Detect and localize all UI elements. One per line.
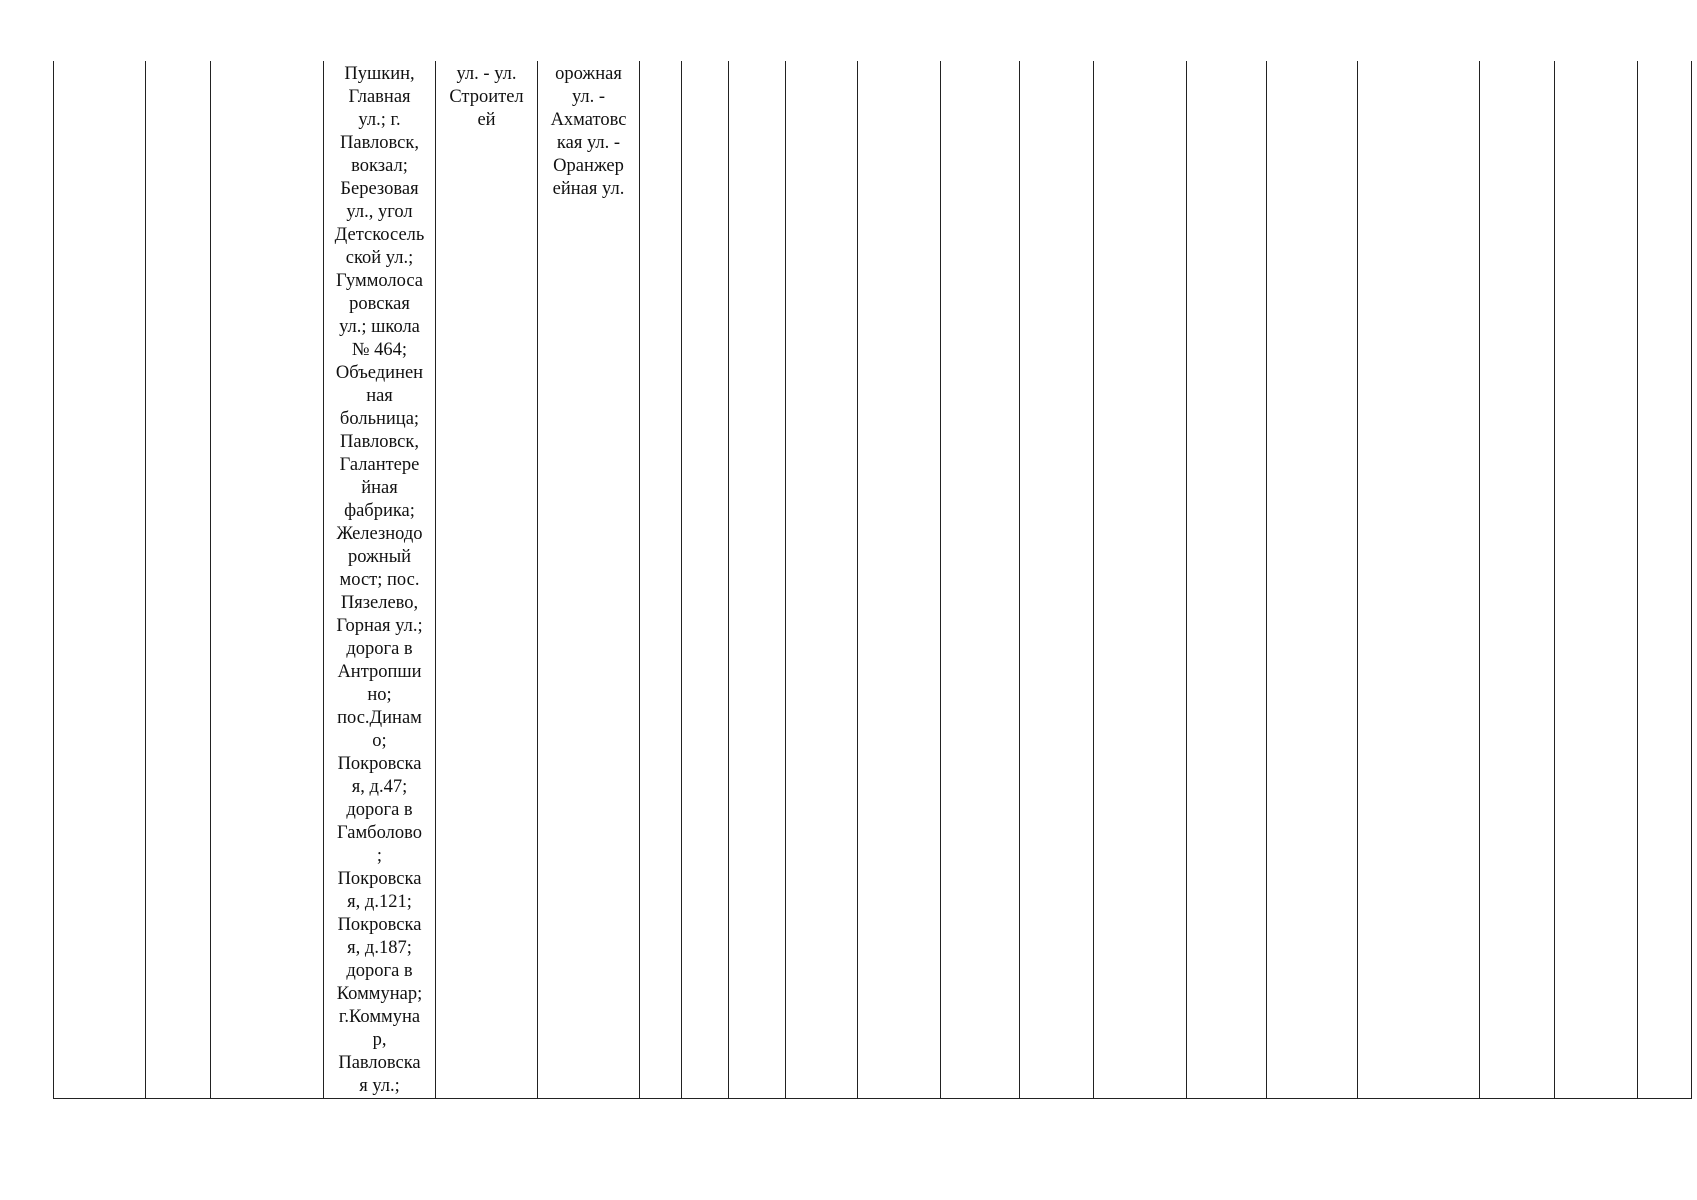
route-stops-text: Пушкин, Главная ул.; г. Павловск, вокзал; Березовая ул., угол Детскосель ской ул.; Гуммолоса ровская ул.; школа № 464; Объединен ная больница; Павловск, Галантере йная фабрика; Железнодо рожный мост; пос. Пязелево, Горная ул.; дорога в Антропши но; пос.Динам о; Покровска я, д.47; дорога в Гамболово ; Покровска я, д.121; Покровска я, д.187; дорога в Коммунар; г.Коммуна р, Павловска я ул.; xyxy=(334,64,425,1096)
table-cell-19 xyxy=(1555,61,1638,1099)
table-cell-15 xyxy=(1187,61,1267,1099)
table-cell-street-b xyxy=(538,61,640,1099)
table-cell-10 xyxy=(786,61,858,1099)
table-cell-7 xyxy=(640,61,682,1099)
table-cell-3 xyxy=(211,61,324,1099)
table-cell-1 xyxy=(54,61,146,1099)
street-b-text: орожная ул. - Ахматовс кая ул. - Оранжер ейная ул. xyxy=(550,64,627,199)
table-cell-13 xyxy=(1020,61,1094,1099)
table-cell-2 xyxy=(146,61,211,1099)
table-cell-9 xyxy=(729,61,786,1099)
table-cell-17 xyxy=(1358,61,1480,1099)
table-cell-12 xyxy=(941,61,1020,1099)
table-row xyxy=(54,61,1692,1099)
table-cell-20 xyxy=(1638,61,1692,1099)
street-a-text: ул. - ул. Строител ей xyxy=(449,64,524,130)
route-table xyxy=(53,61,1692,1099)
table-cell-16 xyxy=(1267,61,1358,1099)
table-cell-18 xyxy=(1480,61,1555,1099)
table-cell-11 xyxy=(858,61,941,1099)
table-cell-street-a xyxy=(436,61,538,1099)
table-cell-route-stops xyxy=(324,61,436,1099)
table-cell-14 xyxy=(1094,61,1187,1099)
route-table-fragment xyxy=(53,61,1691,1095)
table-cell-8 xyxy=(682,61,729,1099)
